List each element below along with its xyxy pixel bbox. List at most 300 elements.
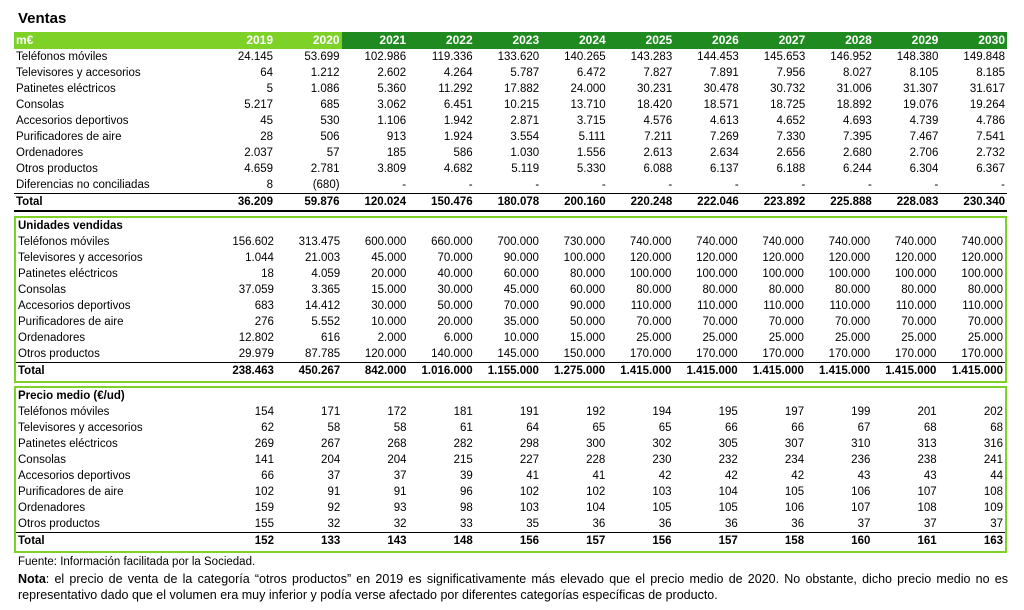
year-header: 2028 [807, 32, 874, 49]
cell-value: 310 [851, 438, 871, 450]
row-label: Accesorios deportivos [18, 300, 131, 312]
cell-value: 170.000 [762, 348, 804, 360]
total-value: 228.083 [874, 194, 941, 212]
total-value: 238.463 [210, 363, 276, 380]
row-label: Teléfonos móviles [18, 236, 110, 248]
cell-value: 87.785 [305, 348, 341, 360]
cell-value: 104 [718, 486, 738, 498]
cell-value: 305 [718, 438, 738, 450]
cell-value: 6.137 [709, 163, 739, 175]
cell-value: 31.006 [836, 83, 872, 95]
total-value: 158 [740, 533, 806, 550]
cell-value: 41 [592, 470, 606, 482]
cell-value: 37 [857, 518, 871, 530]
total-label: Total [16, 533, 210, 550]
cell-value: 685 [320, 99, 340, 111]
cell-value: 105 [652, 502, 672, 514]
cell-value: 80.000 [901, 284, 937, 296]
cell-value: 60.000 [570, 284, 606, 296]
cell-value: 7.541 [976, 131, 1005, 143]
cell-value: 25.000 [901, 332, 937, 344]
cell-value: 90.000 [503, 252, 539, 264]
total-value: 152 [210, 533, 276, 550]
cell-value: 4.576 [643, 115, 673, 127]
row-label: Teléfonos móviles [16, 51, 108, 63]
cell-value: 24.145 [237, 51, 274, 63]
cell-value: 7.891 [709, 67, 739, 79]
cell-value: 170.000 [629, 348, 672, 360]
cell-value: 12.802 [238, 332, 274, 344]
cell-value: 530 [320, 115, 340, 127]
cell-value: 192 [586, 406, 606, 418]
cell-value: 120.000 [364, 348, 407, 360]
cell-value: 700.000 [497, 236, 539, 248]
table-row [16, 452, 1005, 468]
cell-value: 14.412 [305, 300, 341, 312]
cell-value: 96 [459, 486, 473, 498]
total-label: Total [16, 363, 210, 380]
cell-value: 195 [718, 406, 738, 418]
total-value: 156 [475, 533, 541, 550]
total-value: 163 [939, 533, 1005, 550]
cell-value: 92 [327, 502, 341, 514]
cell-value: 93 [393, 502, 407, 514]
cell-value: 120.000 [828, 252, 871, 264]
cell-value: 100.000 [828, 268, 871, 280]
cell-value: - [468, 179, 473, 191]
year-header: 2025 [608, 32, 675, 49]
cell-value: 30.000 [371, 300, 407, 312]
year-header: 2022 [408, 32, 475, 49]
cell-value: 6.451 [443, 99, 473, 111]
cell-value: 90.000 [570, 300, 606, 312]
cell-value: 66 [261, 470, 274, 482]
cell-value: 170.000 [828, 348, 871, 360]
cell-value: 1.044 [245, 252, 274, 264]
cell-value: 6.472 [576, 67, 606, 79]
row-label: Consolas [18, 454, 66, 466]
cell-value: 616 [321, 332, 341, 344]
cell-value: 10.000 [503, 332, 539, 344]
year-header: 2021 [342, 32, 409, 49]
cell-value: 302 [652, 438, 672, 450]
cell-value: 37 [923, 518, 937, 530]
cell-value: 146.952 [830, 51, 872, 63]
cell-value: 67 [857, 422, 871, 434]
cell-value: 8.105 [909, 67, 939, 79]
cell-value: 80.000 [702, 284, 738, 296]
total-value: 156 [607, 533, 673, 550]
cell-value: 104 [586, 502, 606, 514]
row-label: Accesorios deportivos [18, 470, 131, 482]
total-value: 133 [276, 533, 342, 550]
cell-value: 683 [254, 300, 274, 312]
row-label: Purificadores de aire [18, 316, 124, 328]
cell-value: 18.892 [836, 99, 872, 111]
cell-value: 313.475 [298, 236, 341, 248]
precio-medio-block [14, 386, 1007, 553]
cell-value: 150.000 [563, 348, 606, 360]
cell-value: 191 [519, 406, 540, 418]
cell-value: 31.617 [969, 83, 1005, 95]
total-value: 1.415.000 [607, 363, 673, 380]
total-row [16, 363, 1005, 380]
cell-value: 30.000 [437, 284, 473, 296]
cell-value: 110.000 [829, 300, 871, 312]
page-title: Ventas [18, 10, 67, 27]
cell-value: - [535, 179, 540, 191]
cell-value: 102 [586, 486, 606, 498]
cell-value: 8.185 [976, 67, 1005, 79]
row-label: Patinetes eléctricos [18, 268, 118, 280]
cell-value: 110.000 [696, 300, 738, 312]
year-header: 2027 [741, 32, 808, 49]
cell-value: 36 [791, 518, 805, 530]
total-value: 220.248 [608, 194, 675, 212]
cell-value: 6.088 [643, 163, 673, 175]
cell-value: 6.367 [976, 163, 1005, 175]
ventas-table [14, 32, 1007, 212]
cell-value: 58 [327, 422, 341, 434]
table-row [16, 468, 1005, 484]
cell-value: 4.693 [843, 115, 872, 127]
cell-value: 70.000 [768, 316, 804, 328]
cell-value: 234 [784, 454, 805, 466]
cell-value: 70.000 [835, 316, 871, 328]
total-row [16, 533, 1005, 550]
total-value: 59.876 [275, 194, 342, 212]
cell-value: 21.003 [305, 252, 341, 264]
cell-value: 30.231 [637, 83, 673, 95]
cell-value: 18.420 [637, 99, 673, 111]
footnote-label: Nota [18, 572, 46, 586]
total-row [14, 194, 1007, 212]
cell-value: 232 [718, 454, 738, 466]
cell-value: 2.732 [976, 147, 1005, 159]
table-row [16, 282, 1005, 298]
cell-value: 36 [592, 518, 606, 530]
cell-value: 100.000 [961, 268, 1003, 280]
cell-value: 740.000 [629, 236, 672, 248]
cell-value: 140.000 [431, 348, 473, 360]
total-value: 450.267 [276, 363, 342, 380]
cell-value: 241 [983, 454, 1003, 466]
total-value: 1.415.000 [806, 363, 872, 380]
cell-value: 100.000 [696, 268, 738, 280]
cell-value: 197 [784, 406, 805, 418]
cell-value: 61 [459, 422, 473, 434]
cell-value: 3.365 [311, 284, 341, 296]
cell-value: 307 [784, 438, 805, 450]
cell-value: 57 [326, 147, 340, 159]
cell-value: 45.000 [503, 284, 539, 296]
cell-value: 60.000 [503, 268, 539, 280]
cell-value: 202 [983, 406, 1003, 418]
cell-value: 33 [459, 518, 473, 530]
cell-value: 110.000 [962, 300, 1003, 312]
cell-value: 5 [266, 83, 274, 95]
cell-value: 913 [386, 131, 407, 143]
cell-value: 5.119 [511, 163, 540, 175]
cell-value: 120.000 [629, 252, 672, 264]
cell-value: 41 [526, 470, 540, 482]
cell-value: 199 [851, 406, 871, 418]
row-label: Consolas [16, 99, 64, 111]
cell-value: - [867, 179, 872, 191]
cell-value: 28 [260, 131, 274, 143]
cell-value: 141 [254, 454, 274, 466]
cell-value: 3.554 [510, 131, 540, 143]
cell-value: 7.395 [843, 131, 872, 143]
cell-value: 120.000 [894, 252, 937, 264]
cell-value: 4.786 [976, 115, 1005, 127]
total-value: 225.888 [807, 194, 874, 212]
cell-value: 1.556 [576, 147, 606, 159]
cell-value: 5.360 [377, 83, 407, 95]
cell-value: 100.000 [563, 252, 606, 264]
cell-value: 2.602 [377, 67, 407, 79]
year-header: 2024 [541, 32, 608, 49]
cell-value: 53.699 [304, 51, 340, 63]
table-row [16, 346, 1005, 363]
cell-value: 45 [260, 115, 274, 127]
cell-value: 120.000 [696, 252, 738, 264]
cell-value: 24.000 [570, 83, 606, 95]
cell-value: 6.244 [843, 163, 872, 175]
cell-value: 25.000 [702, 332, 738, 344]
cell-value: 8 [266, 179, 274, 191]
cell-value: 7.827 [643, 67, 673, 79]
cell-value: 37 [990, 518, 1003, 530]
cell-value: 42 [725, 470, 738, 482]
cell-value: 15.000 [371, 284, 407, 296]
cell-value: 25.000 [967, 332, 1003, 344]
cell-value: 4.613 [709, 115, 739, 127]
total-value: 160 [806, 533, 872, 550]
cell-value: 2.613 [643, 147, 673, 159]
cell-value: 102 [519, 486, 540, 498]
total-value: 223.892 [741, 194, 808, 212]
cell-value: 140.265 [564, 51, 606, 63]
cell-value: 230 [652, 454, 672, 466]
cell-value: 30.478 [703, 83, 739, 95]
section-heading: Precio medio (€/ud) [18, 390, 125, 402]
cell-value: 45.000 [371, 252, 407, 264]
cell-value: 64 [260, 67, 274, 79]
cell-value: 31.307 [903, 83, 939, 95]
cell-value: 103 [652, 486, 672, 498]
cell-value: 6.304 [909, 163, 939, 175]
cell-value: 171 [321, 406, 341, 418]
cell-value: 110.000 [763, 300, 804, 312]
cell-value: 40.000 [437, 268, 473, 280]
table-row [16, 250, 1005, 266]
cell-value: 7.956 [776, 67, 806, 79]
cell-value: 3.062 [377, 99, 407, 111]
cell-value: 66 [791, 422, 805, 434]
table-row [14, 145, 1007, 161]
row-label: Ordenadores [16, 147, 84, 159]
cell-value: 181 [453, 406, 473, 418]
cell-value: 740.000 [762, 236, 804, 248]
cell-value: 109 [983, 502, 1003, 514]
cell-value: 267 [321, 438, 341, 450]
footnote-text: : el precio de venta de la categoría “otros productos” en 2019 es significativamente más elevado que el precio medio de 2020. No obstante, dicho precio medio no es representativo dado que el volumen era muy inferior y podía verse afectado por diferentes categorías específicas de producto. [18, 572, 1008, 602]
total-value: 1.415.000 [673, 363, 739, 380]
cell-value: 35 [526, 518, 540, 530]
row-label: Televisores y accesorios [18, 422, 143, 434]
year-header: 2023 [475, 32, 542, 49]
row-label: Purificadores de aire [18, 486, 124, 498]
cell-value: - [668, 179, 673, 191]
cell-value: 70.000 [967, 316, 1003, 328]
row-label: Ordenadores [18, 502, 86, 514]
cell-value: 70.000 [702, 316, 738, 328]
cell-value: 155 [254, 518, 274, 530]
cell-value: 6.188 [776, 163, 806, 175]
cell-value: 154 [254, 406, 274, 418]
cell-value: 100.000 [762, 268, 804, 280]
table-row [16, 234, 1005, 250]
cell-value: 107 [917, 486, 937, 498]
cell-value: 70.000 [437, 252, 473, 264]
table-row [16, 404, 1005, 420]
cell-value: 11.292 [438, 83, 473, 95]
cell-value: 58 [393, 422, 407, 434]
row-label: Otros productos [18, 518, 100, 530]
cell-value: 119.336 [431, 51, 473, 63]
cell-value: 170.000 [894, 348, 937, 360]
cell-value: 7.330 [776, 131, 806, 143]
source-note: Fuente: Información facilitada por la Sociedad. [18, 556, 256, 568]
total-value: 120.024 [342, 194, 409, 212]
cell-value: 5.787 [510, 67, 540, 79]
cell-value: 66 [725, 422, 738, 434]
cell-value: - [601, 179, 606, 191]
cell-value: 29.979 [238, 348, 274, 360]
cell-value: 43 [857, 470, 871, 482]
cell-value: 740.000 [961, 236, 1003, 248]
section-heading: Unidades vendidas [18, 220, 123, 232]
table-row [14, 161, 1007, 177]
cell-value: 3.715 [576, 115, 606, 127]
cell-value: 120.000 [961, 252, 1003, 264]
row-label: Accesorios deportivos [16, 115, 129, 127]
cell-value: 2.000 [377, 332, 407, 344]
cell-value: 228 [586, 454, 606, 466]
table-row [16, 500, 1005, 516]
cell-value: 1.942 [443, 115, 473, 127]
cell-value: 159 [254, 502, 274, 514]
cell-value: 36 [658, 518, 672, 530]
cell-value: 506 [320, 131, 340, 143]
cell-value: 185 [386, 147, 407, 159]
cell-value: 107 [851, 502, 871, 514]
cell-value: 2.871 [510, 115, 540, 127]
cell-value: 145.000 [497, 348, 539, 360]
cell-value: 50.000 [437, 300, 473, 312]
row-label: Purificadores de aire [16, 131, 122, 143]
cell-value: 110.000 [630, 300, 672, 312]
unidades-table [16, 218, 1005, 379]
cell-value: 42 [791, 470, 805, 482]
cell-value: 2.706 [909, 147, 939, 159]
cell-value: 10.215 [503, 99, 540, 111]
total-value: 222.046 [674, 194, 741, 212]
cell-value: 80.000 [835, 284, 871, 296]
total-value: 1.275.000 [541, 363, 607, 380]
cell-value: 4.682 [443, 163, 473, 175]
cell-value: 108 [917, 502, 937, 514]
cell-value: 298 [519, 438, 540, 450]
cell-value: 4.059 [311, 268, 341, 280]
cell-value: 313 [917, 438, 937, 450]
total-label: Total [14, 194, 209, 212]
cell-value: 4.264 [443, 67, 473, 79]
cell-value: - [934, 179, 939, 191]
cell-value: 102.986 [364, 51, 407, 63]
cell-value: 64 [526, 422, 540, 434]
cell-value: 110.000 [895, 300, 937, 312]
table-row [14, 81, 1007, 97]
cell-value: 4.652 [776, 115, 806, 127]
row-label: Televisores y accesorios [18, 252, 143, 264]
cell-value: 170.000 [961, 348, 1003, 360]
cell-value: 740.000 [696, 236, 738, 248]
cell-value: 586 [453, 147, 473, 159]
header-row [14, 32, 1007, 49]
cell-value: 8.027 [843, 67, 872, 79]
cell-value: 269 [254, 438, 274, 450]
cell-value: 25.000 [768, 332, 804, 344]
row-label: Ordenadores [18, 332, 86, 344]
cell-value: 238 [917, 454, 937, 466]
cell-value: 20.000 [437, 316, 473, 328]
cell-value: - [402, 179, 407, 191]
cell-value: 600.000 [364, 236, 407, 248]
cell-value: 5.217 [244, 99, 274, 111]
cell-value: 5.330 [576, 163, 606, 175]
row-label: Consolas [18, 284, 66, 296]
cell-value: 70.000 [503, 300, 539, 312]
cell-value: 62 [261, 422, 274, 434]
precio-table [16, 388, 1005, 549]
cell-value: 80.000 [768, 284, 804, 296]
cell-value: 7.211 [644, 131, 673, 143]
total-value: 1.415.000 [740, 363, 806, 380]
cell-value: 268 [387, 438, 407, 450]
cell-value: 1.212 [310, 67, 340, 79]
cell-value: 5.552 [311, 316, 341, 328]
cell-value: 276 [254, 316, 274, 328]
cell-value: 10.000 [371, 316, 407, 328]
footnote [18, 571, 1008, 603]
cell-value: 1.030 [510, 147, 540, 159]
row-label: Televisores y accesorios [16, 67, 141, 79]
cell-value: 42 [658, 470, 672, 482]
table-row [16, 298, 1005, 314]
cell-value: 1.106 [377, 115, 407, 127]
total-value: 180.078 [475, 194, 542, 212]
cell-value: 100.000 [629, 268, 672, 280]
cell-value: 105 [718, 502, 738, 514]
cell-value: 102 [254, 486, 274, 498]
total-value: 36.209 [209, 194, 276, 212]
cell-value: 68 [923, 422, 937, 434]
cell-value: 5.111 [578, 131, 606, 143]
cell-value: 149.848 [963, 51, 1005, 63]
cell-value: 35.000 [503, 316, 539, 328]
